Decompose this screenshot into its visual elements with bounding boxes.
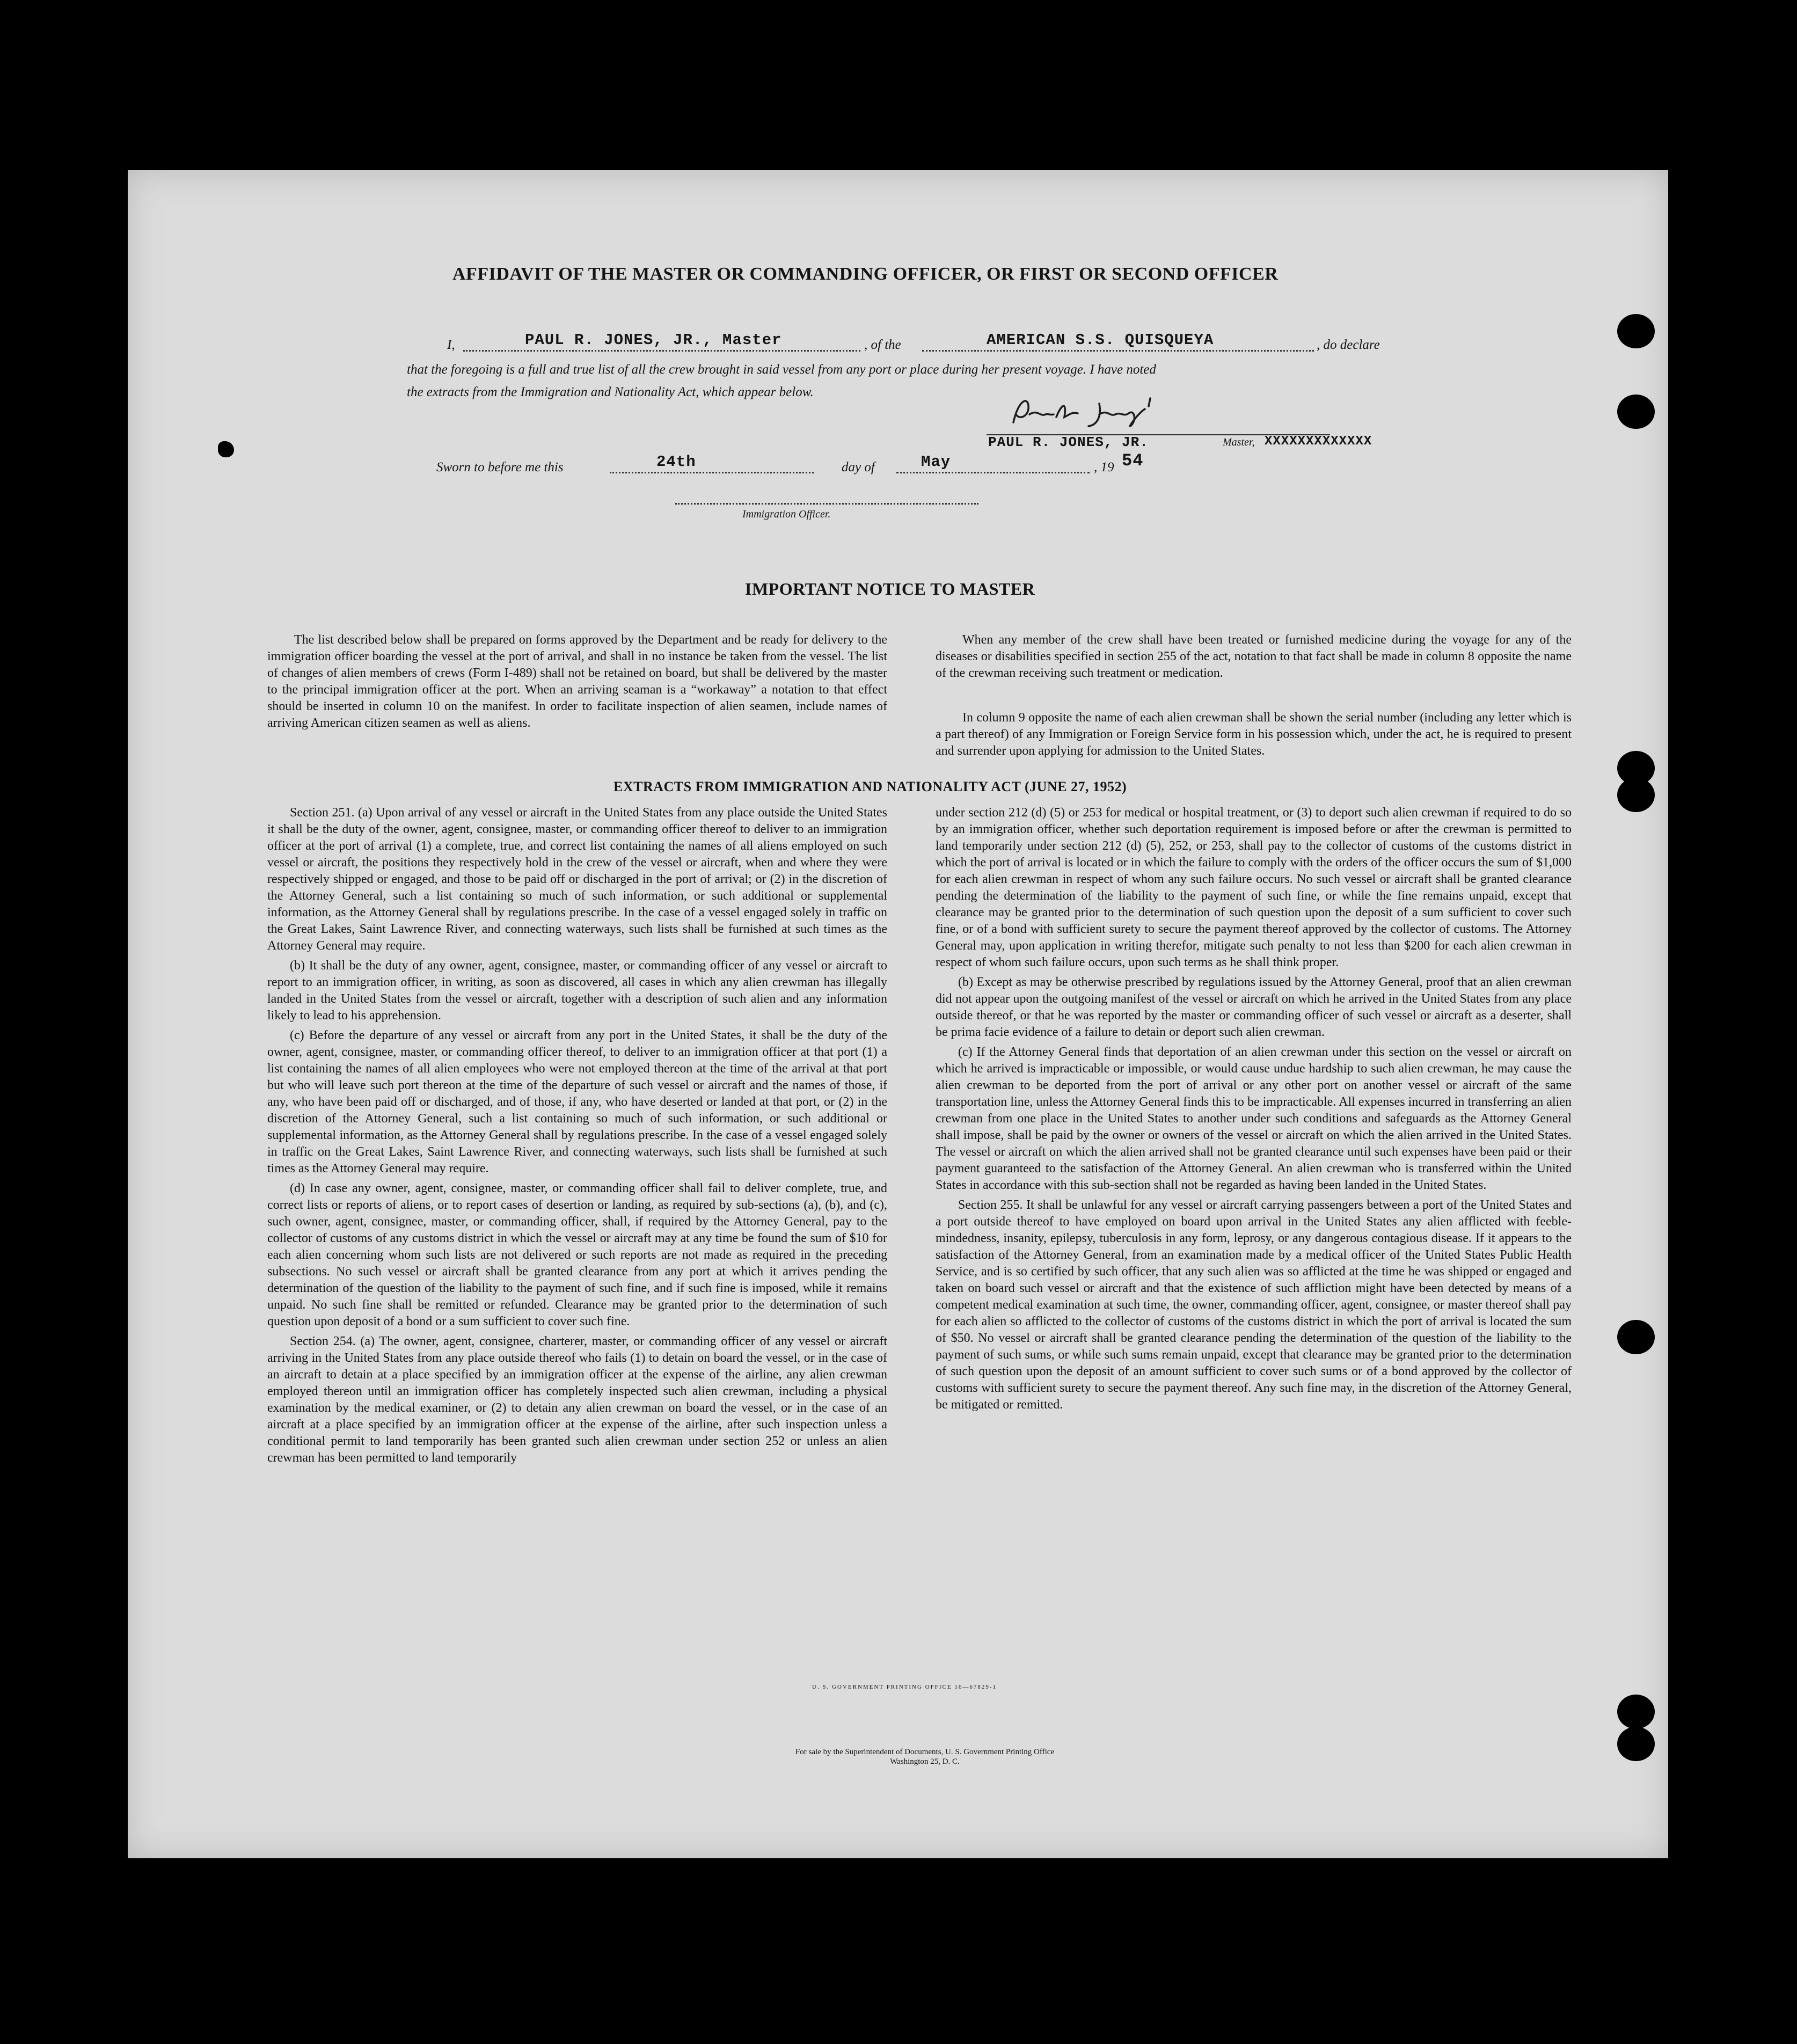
punch-hole [1617, 1320, 1655, 1354]
day-of-label: day of [842, 460, 875, 474]
vessel-name: AMERICAN S.S. QUISQUEYA [987, 331, 1214, 349]
i-label: I, [447, 338, 455, 352]
section-251a: Section 251. (a) Upon arrival of any vessel or aircraft in the United States from any place outside the United States it shall be the duty of the owner, agent, consignee, master, or commanding officer thereof to deliver to an immigration officer at the port of arrival (1) a complete, true, and correct list containing the names of all aliens employed on such vessel or aircraft, the positions they respectively hold in the crew of the vessel or aircraft, when and where they were respectively shipped or engaged, and those to be paid off or discharged in the port of arrival; or (2) in the discretion of the Attorney General, such a list containing so much of such information, or such additional or supplemental information, as the Attorney General shall by regulations prescribe. In the case of a vessel engaged solely in traffic on the Great Lakes, Saint Lawrence River, and connecting waterways, such lists shall be furnished at such times as the Attorney General may require. [267, 806, 887, 953]
master-name: PAUL R. JONES, JR., Master [525, 331, 782, 349]
section-254a: Section 254. (a) The owner, agent, consignee, charterer, master, or commanding officer of any vessel or aircraft arriving in the United States from any place outside thereof who fails (1) to detain on board the vessel, or in the case of an aircraft to detain at a place specified by an immigration officer at the expense of the airline, any alien crewman employed thereon until an immigration officer has completely inspected such alien crewman, including a physical examination by the medical examiner, or (2) to detain any alien crewman on board the vessel, or in the case of an aircraft at a place specified by an immigration officer at the expense of the airline, after such inspection unless a conditional permit to land temporarily has been granted such alien crewman under section 252 or unless an alien crewman has been permitted to land temporarily [267, 1334, 887, 1465]
signature-printed-name: PAUL R. JONES, JR. [988, 434, 1149, 450]
name-underline [463, 350, 860, 352]
printing-office-line: U. S. GOVERNMENT PRINTING OFFICE 16—67829-1 [812, 1684, 997, 1690]
sworn-year: 54 [1122, 451, 1144, 471]
punch-hole [1617, 778, 1655, 812]
section-254a-continued: under section 212 (d) (5) or 253 for medical or hospital treatment, or (3) to deport such alien crewman if required to do so by an immigration officer, whether such deportation requirement is imposed before or after the crewman is permitted to land temporarily under section 212 (d) (5), 252, or 253, shall pay to the collector of customs of the customs district in which the port of arrival is located or in which the failure to comply with the orders of the officer occurs the sum of $1,000 for each alien crewman in respect of whom any such failure occurs. No such vessel or aircraft shall be granted clearance pending the determination of the liability to the payment of such fine, or while the fine remains unpaid, except that clearance may be granted prior to the determination of such question upon the deposit of a sum sufficient to cover such fine, or of a bond with sufficient surety to secure the payment thereof approved by the collector of customs. The Attorney General may, upon application in writing therefor, mitigate such penalty to not less than $200 for each alien crewman in respect of whom such failure occurs, upon such terms as he shall think proper. [936, 806, 1572, 969]
month-underline [896, 472, 1090, 473]
master-signature [1008, 393, 1169, 433]
officer-underline [675, 503, 978, 505]
signature-role-label: Master, [1223, 436, 1255, 448]
notice-title: IMPORTANT NOTICE TO MASTER [745, 579, 1035, 598]
punch-hole [1617, 314, 1655, 348]
do-declare-label: , do declare [1317, 338, 1380, 352]
section-254b: (b) Except as may be otherwise prescribed by regulations issued by the Attorney General, proof that an alien crewman did not appear upon the outgoing manifest of the vessel or aircraft on which he arrived in the United States from any place outside thereof, or that he was reported by the master or commanding officer of such vessel or aircraft as a deserter, shall be prima facie evidence of a failure to detain or deport such alien crewman. [936, 975, 1572, 1039]
signature-struck-title: XXXXXXXXXXXXX [1265, 434, 1372, 449]
sale-line-1: For sale by the Superintendent of Documents, U. S. Government Printing Office [795, 1748, 1055, 1756]
sworn-month: May [921, 453, 951, 471]
sworn-day: 24th [656, 453, 696, 471]
sworn-label: Sworn to before me this [436, 460, 564, 474]
ink-speck [218, 441, 234, 457]
declaration-line-2: the extracts from the Immigration and Nationality Act, which appear below. [407, 385, 814, 399]
notice-right-paragraph-1: When any member of the crew shall have been treated or furnished medicine during the voyage for any of the diseases or disabilities specified in section 255 of the act, notation to that fact shall be made in column 8 opposite the name of the crewman receiving such treatment or medication. [936, 633, 1572, 680]
signature-underline [987, 434, 1330, 435]
section-251c: (c) Before the departure of any vessel or aircraft from any port in the United States, it shall be the duty of the owner, agent, consignee, master, or commanding officer thereof, to deliver to an immigration officer at that port (1) a list containing the names of all alien employees who were not employed thereon at the time of the arrival at that port but who will leave such port thereon at the time of the departure of such vessel or aircraft and the names of those, if any, who have been paid off or discharged, and of those, if any, who have deserted or landed at that port, or (2) in the discretion of the Attorney General, such a list containing so much of such information, or such additional or supplemental information, as the Attorney General shall by regulations prescribe. In the case of a vessel engaged solely in traffic on the Great Lakes, Saint Lawrence River, and connecting waterways, such lists shall be furnished at such times as the Attorney General may require. [267, 1028, 887, 1176]
punch-hole [1617, 1727, 1655, 1761]
affidavit-title: AFFIDAVIT OF THE MASTER OR COMMANDING OFFICER, OR FIRST OR SECOND OFFICER [452, 264, 1279, 284]
sale-notice [683, 1747, 1166, 1766]
immigration-officer-label: Immigration Officer. [742, 508, 831, 520]
notice-right-paragraph-2: In column 9 opposite the name of each alien crewman shall be shown the serial number (including any letter which is a part thereof) of any Immigration or Foreign Service form in his possession which, under the act, he is required to present and surrender upon applying for admission to the United States. [936, 711, 1572, 758]
punch-hole [1617, 1695, 1655, 1729]
vessel-underline [922, 350, 1314, 352]
extracts-title: EXTRACTS FROM IMMIGRATION AND NATIONALITY ACT (JUNE 27, 1952) [613, 779, 1127, 794]
declaration-line-1: that the foregoing is a full and true list of all the crew brought in said vessel from any port or place during her present voyage. I have noted [407, 362, 1156, 377]
sale-line-2: Washington 25, D. C. [890, 1757, 960, 1766]
section-251d: (d) In case any owner, agent, consignee, master, or commanding officer shall fail to deliver complete, true, and correct lists or reports of aliens, or to report cases of desertion or landing, as required by sub-sections (a), (b), and (c), such owner, agent, consignee, master, or commanding officer, shall, if required by the Attorney General, pay to the collector of customs of any customs district in which the vessel or aircraft may at any time be found the sum of $10 for each alien concerning whom such lists are not delivered or such reports are not made as required in the preceding subsections. No such vessel or aircraft shall be granted clearance from any port at which it arrives pending the determination of the question of the liability to the payment of such fine, and if such fine is imposed, while it remains unpaid. No such fine shall be remitted or refunded. Clearance may be granted prior to the determination of such question upon deposit of a bond or a sum sufficient to cover such fine. [267, 1181, 887, 1328]
document-sheet [128, 170, 1668, 1858]
section-255: Section 255. It shall be unlawful for any vessel or aircraft carrying passengers between a port of the United States and a port outside thereof to have employed on board upon arrival in the United States any alien afflicted with feeble-mindedness, insanity, epilepsy, tuberculosis in any form, leprosy, or any dangerous contagious disease. If it appears to the satisfaction of the Attorney General, from an examination made by a medical officer of the United States Public Health Service, and is so certified by such officer, that any such alien was so afflicted at the time he was shipped or engaged and taken on board such vessel or aircraft and that the existence of such affliction might have been detected by means of a competent medical examination at such time, the owner, commanding officer, agent, consignee, or master thereof shall pay for each alien so afflicted to the collector of customs of the customs district in which the port of arrival is located the sum of $50. No vessel or aircraft shall be granted clearance pending the determination of the question of the liability to the payment of such sums, or while such sums remain unpaid, except that clearance may be granted prior to the determination of such question upon the deposit of an amount sufficient to cover such sums or of a bond approved by the collector of customs with sufficient surety to secure the payment thereof. Any such fine may, in the discretion of the Attorney General, be mitigated or remitted. [936, 1198, 1572, 1412]
extracts-left-column [267, 805, 887, 1470]
of-the-label: , of the [864, 338, 901, 352]
section-254c: (c) If the Attorney General finds that deportation of an alien crewman under this section on the vessel or aircraft on which he arrived is impracticable or impossible, or would cause undue hardship to such alien crewman, he may cause the alien crewman to be deported from the port of arrival or any other port on another vessel or aircraft of the same transportation line, unless the Attorney General finds this to be impracticable. All expenses incurred in transferring an alien crewman from one place in the United States to another under such conditions and safeguards as the Attorney General shall impose, shall be paid by the owner or owners of the vessel or aircraft on which the alien arrived in the United States. The vessel or aircraft on which the alien arrived shall not be granted clearance until such expenses have been paid or their payment guaranteed to the satisfaction of the Attorney General. An alien crewman who is transferred within the United States in accordance with this sub-section shall not be regarded as having been landed in the United States. [936, 1045, 1572, 1192]
section-251b: (b) It shall be the duty of any owner, agent, consignee, master, or commanding officer of any vessel or aircraft to report to an immigration officer, in writing, as soon as discovered, all cases in which any alien crewman has illegally landed in the United States from the vessel or aircraft, together with a description of such alien and any information likely to lead to his apprehension. [267, 959, 887, 1023]
year-prefix: , 19 [1094, 460, 1114, 474]
notice-left-paragraph: The list described below shall be prepared on forms approved by the Department and be ready for delivery to the immigration officer boarding the vessel at the port of arrival, and shall in no instance be taken from the vessel. The list of changes of alien members of crews (Form I-489) shall not be retained on board, but shall be delivered by the master to the principal immigration officer at the port. When an arriving seaman is a “workaway” a notation to that effect should be inserted in column 10 on the manifest. In order to facilitate inspection of alien seamen, include names of arriving American citizen seamen as well as aliens. [267, 633, 887, 730]
extracts-right-column [936, 805, 1572, 1417]
punch-hole [1617, 395, 1655, 429]
day-underline [610, 472, 814, 473]
